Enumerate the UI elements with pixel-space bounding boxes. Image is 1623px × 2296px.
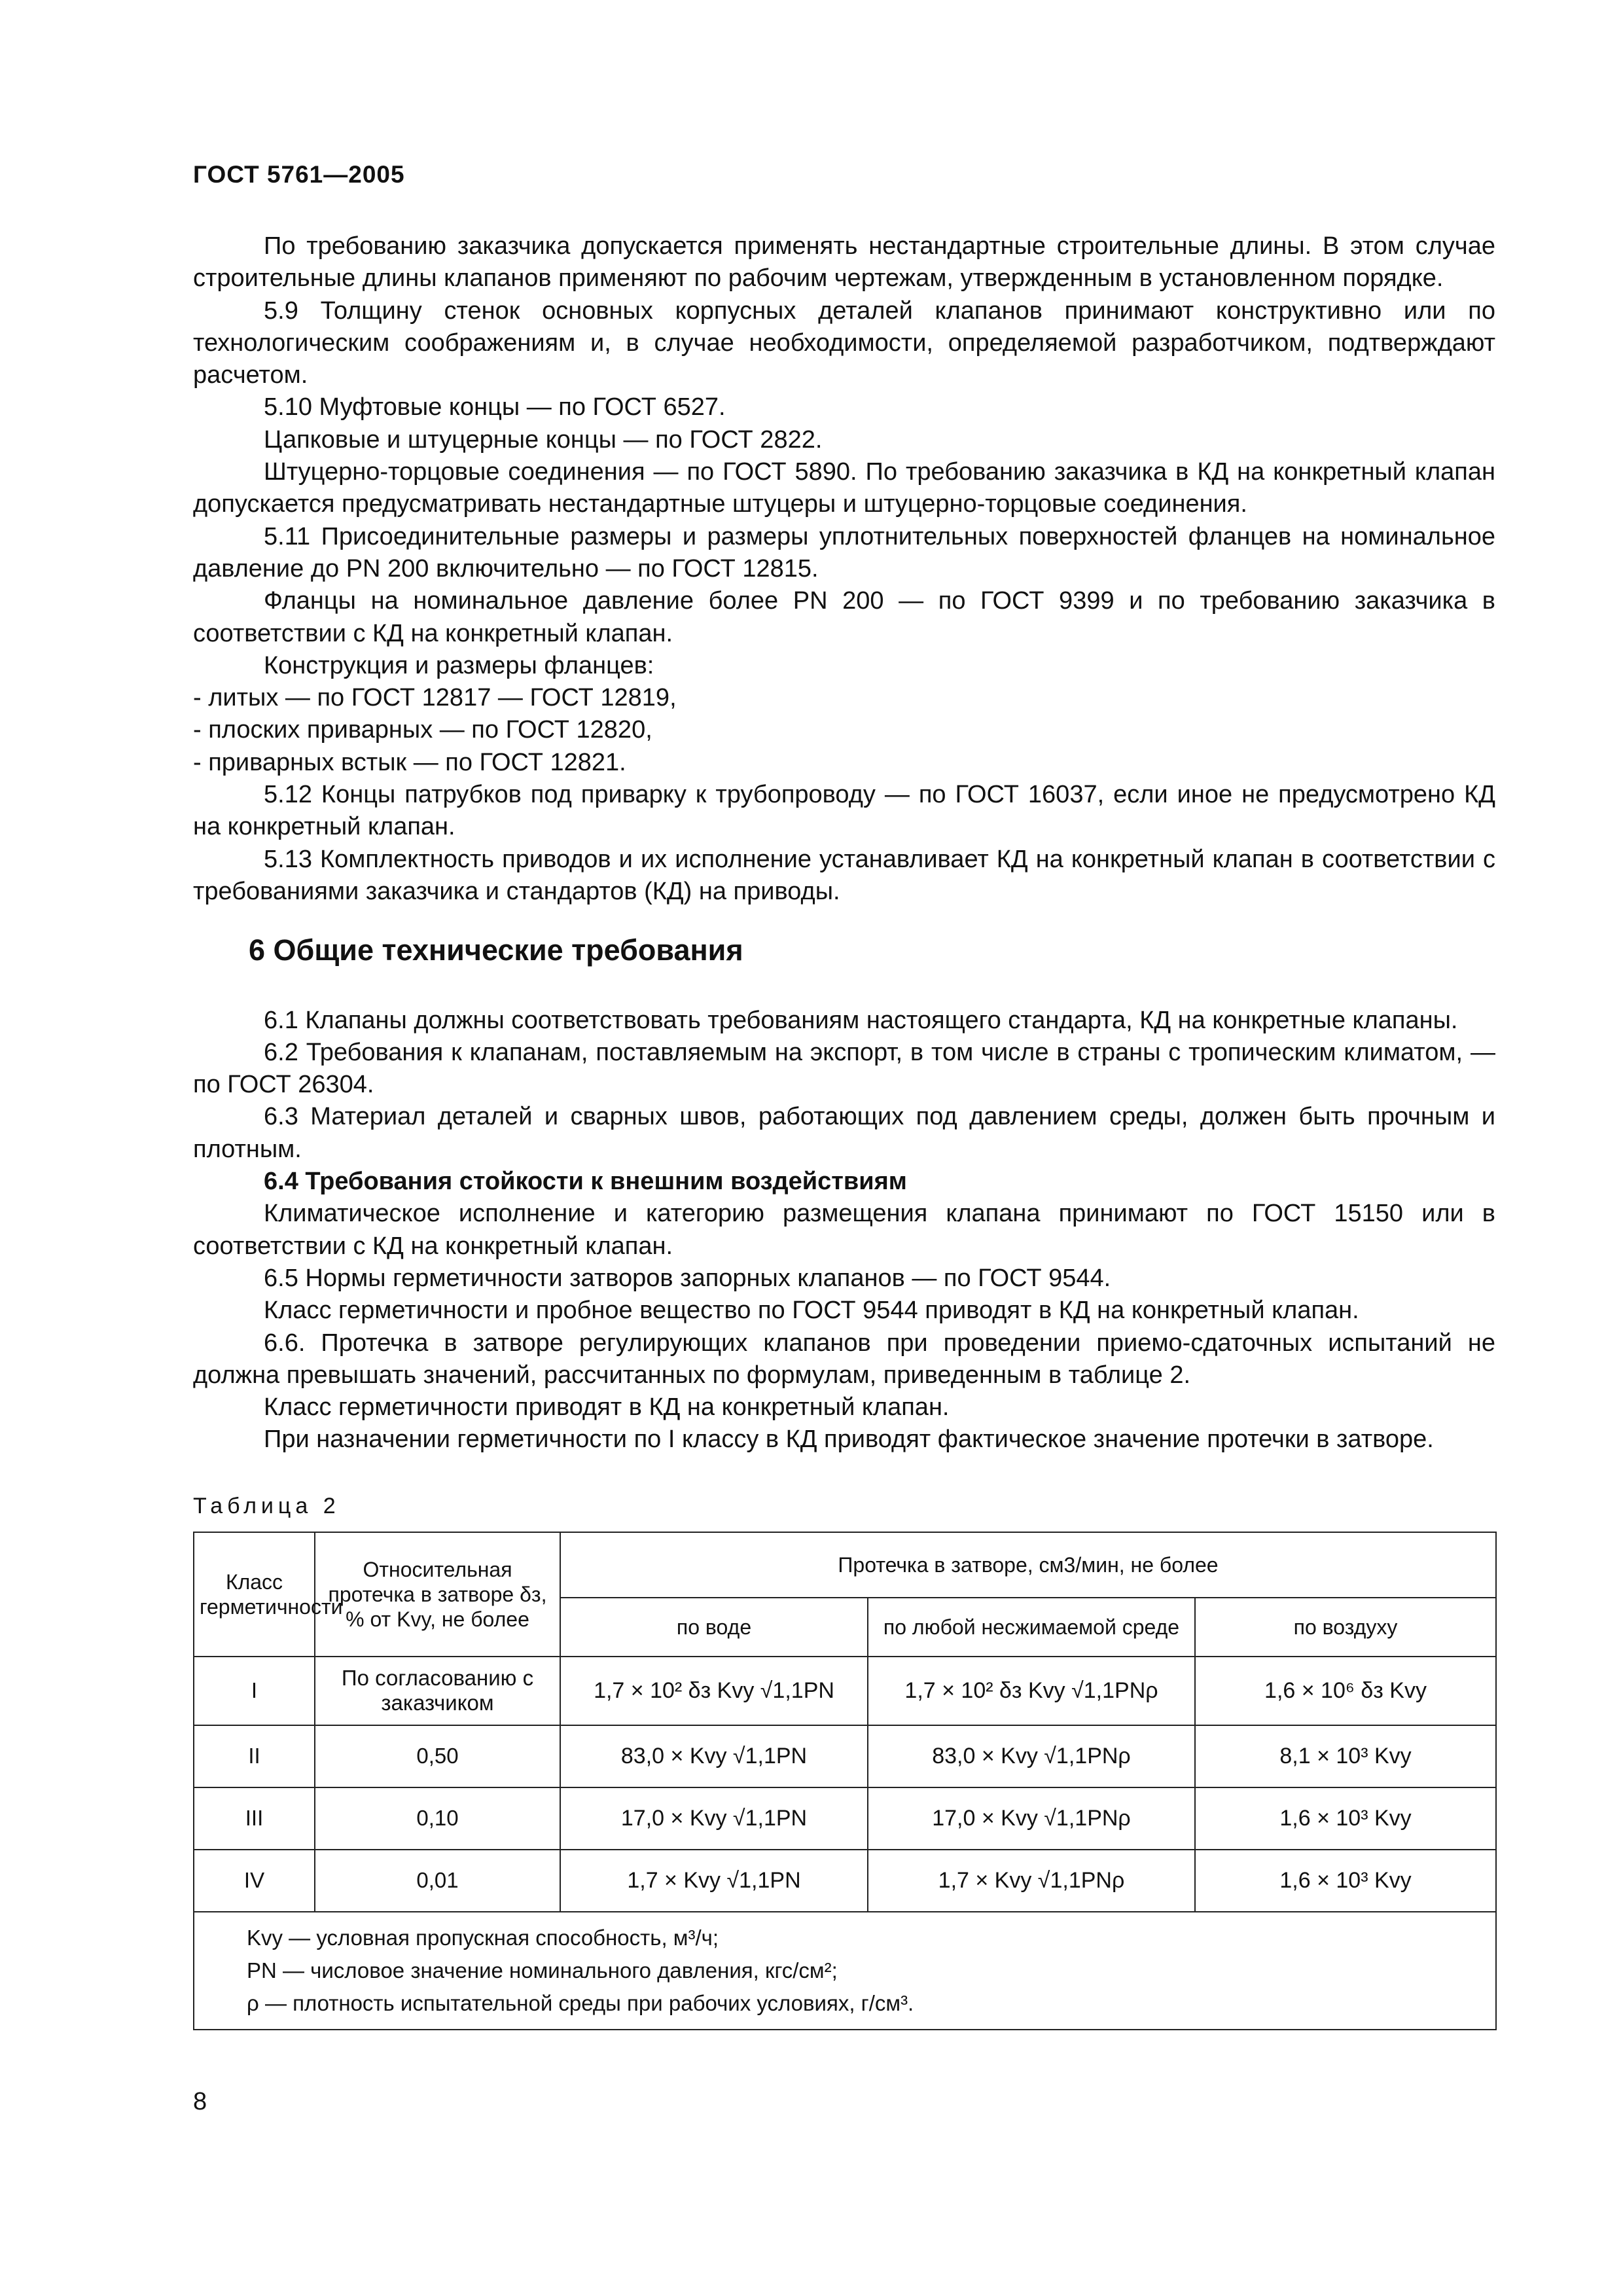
- paragraph-5-12: 5.12 Концы патрубков под приварку к трубопроводу — по ГОСТ 16037, если иное не предусмотрено КД на конкретный клапан.: [193, 781, 1495, 841]
- cell-class: II: [194, 1725, 315, 1787]
- header-air: по воздуху: [1195, 1598, 1496, 1657]
- cell-air: 8,1 × 10³ Kvy: [1195, 1725, 1496, 1787]
- paragraph: Класс герметичности и пробное вещество по ГОСТ 9544 приводят в КД на конкретный клапан.: [264, 1297, 1359, 1325]
- paragraph: Конструкция и размеры фланцев:: [264, 651, 654, 679]
- table-row: [194, 1725, 1496, 1787]
- cell-relative: 0,10: [315, 1787, 560, 1850]
- cell-relative: По согласованию с заказчиком: [315, 1657, 560, 1725]
- header-relative-leak: Относительная протечка в затворе δз, % от Kvy, не более: [315, 1532, 560, 1657]
- subsection-heading: 6.4 Требования стойкости к внешним воздействиям: [264, 1168, 907, 1196]
- cell-water: 1,7 × 10² δз Kvy √1,1PN: [560, 1657, 868, 1725]
- table-header-row: [194, 1532, 1496, 1598]
- table-notes: [194, 1912, 1496, 2030]
- document-header: ГОСТ 5761—2005: [193, 161, 405, 188]
- cell-air: 1,6 × 10³ Kvy: [1195, 1787, 1496, 1850]
- list-item: - плоских приварных — по ГОСТ 12820,: [193, 716, 652, 744]
- table-row: [194, 1657, 1496, 1725]
- cell-liquid: 1,7 × Kvy √1,1PNρ: [868, 1850, 1195, 1912]
- paragraph-6-3: 6.3 Материал деталей и сварных швов, работающих под давлением среды, должен быть прочным и плотным.: [193, 1103, 1495, 1163]
- note-pn: PN — числовое значение номинального давления, кгс/см²;: [247, 1958, 838, 1982]
- paragraph-6-5: 6.5 Нормы герметичности затворов запорных клапанов — по ГОСТ 9544.: [264, 1264, 1111, 1292]
- paragraph-5-10: 5.10 Муфтовые концы — по ГОСТ 6527.: [264, 393, 726, 422]
- list-item: - приварных встык — по ГОСТ 12821.: [193, 748, 626, 776]
- cell-water: 1,7 × Kvy √1,1PN: [560, 1850, 868, 1912]
- cell-liquid: 17,0 × Kvy √1,1PNρ: [868, 1787, 1195, 1850]
- header-class: Класс герметичности: [194, 1532, 315, 1657]
- paragraph-6-6: 6.6. Протечка в затворе регулирующих клапанов при проведении приемо-сдаточных испытаний не должна превышать значений, рассчитанных по формулам, приведенным в таблице 2.: [193, 1329, 1495, 1389]
- paragraph-6-4: Климатическое исполнение и категорию размещения клапана принимают по ГОСТ 15150 или в соответствии с КД на конкретный клапан.: [193, 1200, 1495, 1260]
- cell-water: 17,0 × Kvy √1,1PN: [560, 1787, 868, 1850]
- header-leak: Протечка в затворе, см3/мин, не более: [560, 1532, 1496, 1598]
- cell-class: IV: [194, 1850, 315, 1912]
- paragraph-6-2: 6.2 Требования к клапанам, поставляемым на экспорт, в том числе в страны с тропическим климатом, — по ГОСТ 26304.: [193, 1038, 1495, 1099]
- paragraph: Штуцерно-торцовые соединения — по ГОСТ 5890. По требованию заказчика в КД на конкретный клапан допускается предусматривать нестандартные штуцеры и штуцерно-торцовые соединения.: [193, 458, 1495, 518]
- paragraph: Цапковые и штуцерные концы — по ГОСТ 2822.: [264, 425, 823, 454]
- table-caption: Таблица 2: [193, 1493, 340, 1518]
- paragraph-6-1: 6.1 Клапаны должны соответствовать требованиям настоящего стандарта, КД на конкретные клапаны.: [264, 1006, 1458, 1034]
- paragraph: Фланцы на номинальное давление более PN 200 — по ГОСТ 9399 и по требованию заказчика в соответствии с КД на конкретный клапан.: [193, 587, 1495, 647]
- section-title: 6 Общие технические требования: [249, 933, 743, 967]
- leakage-table: [193, 1532, 1497, 2030]
- header-water: по воде: [560, 1598, 868, 1657]
- cell-class: III: [194, 1787, 315, 1850]
- paragraph-5-11: 5.11 Присоединительные размеры и размеры уплотнительных поверхностей фланцев на номинальное давление до PN 200 включительно — по ГОСТ 12815.: [193, 522, 1495, 583]
- paragraph: По требованию заказчика допускается применять нестандартные строительные длины. В этом случае строительные длины клапанов применяют по рабочим чертежам, утвержденным в установленном порядке.: [193, 232, 1495, 293]
- document-body: [193, 230, 1495, 2030]
- cell-relative: 0,01: [315, 1850, 560, 1912]
- paragraph-5-13: 5.13 Комплектность приводов и их исполнение устанавливает КД на конкретный клапан в соответствии с требованиями заказчика и стандартов (КД) на приводы.: [193, 845, 1495, 905]
- table-row: [194, 1787, 1496, 1850]
- cell-water: 83,0 × Kvy √1,1PN: [560, 1725, 868, 1787]
- page-number: 8: [193, 2088, 207, 2115]
- cell-relative: 0,50: [315, 1725, 560, 1787]
- header-liquid: по любой несжимаемой среде: [868, 1598, 1195, 1657]
- cell-class: I: [194, 1657, 315, 1725]
- cell-liquid: 1,7 × 10² δз Kvy √1,1PNρ: [868, 1657, 1195, 1725]
- cell-air: 1,6 × 10³ Kvy: [1195, 1850, 1496, 1912]
- cell-air: 1,6 × 10⁶ δз Kvy: [1195, 1657, 1496, 1725]
- note-kvy: Kvy — условная пропускная способность, м³/ч;: [247, 1925, 719, 1950]
- list-item: - литых — по ГОСТ 12817 — ГОСТ 12819,: [193, 684, 677, 712]
- table-row: [194, 1850, 1496, 1912]
- cell-liquid: 83,0 × Kvy √1,1PNρ: [868, 1725, 1195, 1787]
- note-rho: ρ — плотность испытательной среды при рабочих условиях, г/см³.: [247, 1990, 914, 2015]
- paragraph: Класс герметичности приводят в КД на конкретный клапан.: [264, 1393, 950, 1422]
- paragraph-5-9: 5.9 Толщину стенок основных корпусных деталей клапанов принимают конструктивно или по технологическим соображениям и, в случае необходимости, определяемой разработчиком, подтверждают расчетом.: [193, 296, 1495, 389]
- paragraph: При назначении герметичности по I классу в КД приводят фактическое значение протечки в затворе.: [264, 1426, 1434, 1454]
- table-notes-row: [194, 1912, 1496, 2030]
